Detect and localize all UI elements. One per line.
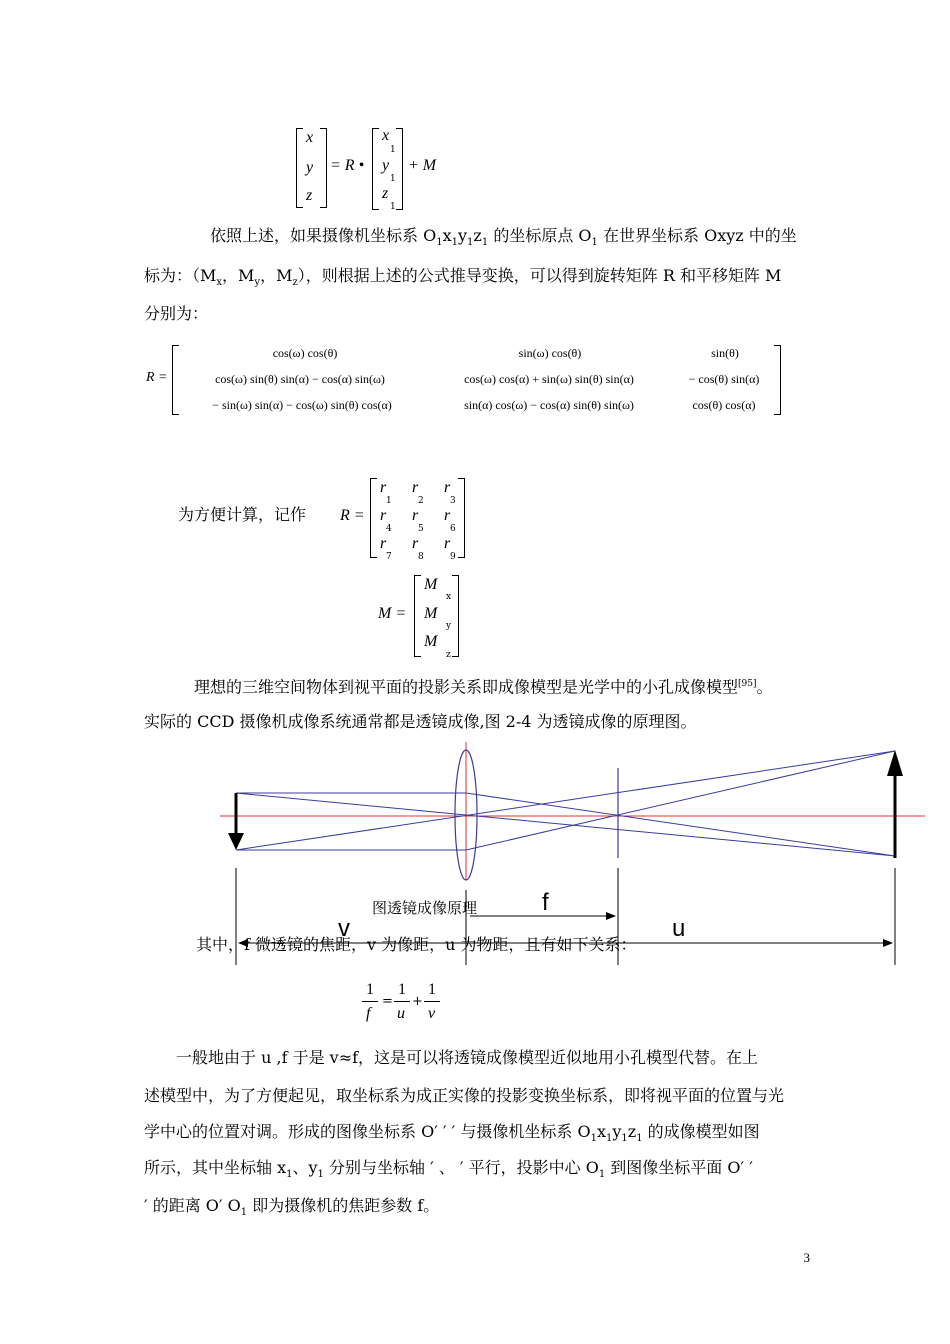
r-sub-7: 7	[386, 552, 392, 562]
vec1-y: y	[382, 157, 390, 174]
r22: cos(ω) cos(α) + sin(ω) sin(θ) sin(α)	[464, 372, 634, 386]
my: M	[424, 605, 438, 622]
uv-arrow-right	[883, 939, 893, 947]
label-f: f	[542, 889, 549, 916]
r-short-label: R =	[340, 507, 365, 524]
para4-line5: ′ 的距离 O′ $O_1$ 即为摄像机的焦距参数 f。	[144, 1196, 440, 1219]
frac3-den: v	[428, 1005, 436, 1022]
m-sub-y: y	[446, 621, 452, 631]
para4-line3: 学中心的位置对调。形成的图像坐标系 O′ ′ ′ 与摄像机坐标系 $O_1x_1y_1z_1$ 的成像模型如图	[144, 1122, 760, 1145]
m-sub-z: z	[446, 650, 451, 660]
para3: 其中，f 微透镜的焦距，v 为像距，u 为物距，且有如下关系：	[196, 935, 637, 954]
m-sub-x: x	[446, 592, 452, 602]
vec1-sub-3: 1	[390, 202, 396, 212]
r-sub-8: 8	[418, 552, 424, 562]
r4: r	[380, 507, 387, 524]
r7: r	[380, 535, 387, 552]
r-sub-6: 6	[450, 524, 456, 534]
para1-line3: 分别为：	[144, 304, 209, 323]
note-text: 为方便计算，记作	[178, 505, 307, 524]
lens-eq-sign: =	[382, 994, 393, 1009]
frac2-den: u	[397, 1005, 405, 1022]
para1-line2: 标为：（$M_x$，$M_y$，$M_z$），则根据上述的公式推导变换，可以得到旋转矩阵 R 和平移矩阵 M	[144, 266, 782, 289]
frac1-num: 1	[366, 981, 374, 998]
r-sub-9: 9	[450, 552, 456, 562]
r1: r	[380, 479, 387, 496]
r13: sin(θ)	[711, 346, 739, 360]
vec1-z: z	[382, 185, 389, 202]
eq1-plus-m: + M	[408, 157, 437, 174]
m-label: M =	[378, 605, 407, 622]
vec-y: y	[306, 159, 314, 176]
frac2-num: 1	[398, 981, 406, 998]
f-arrow-head	[606, 912, 616, 920]
r33: cos(θ) cos(α)	[692, 398, 756, 412]
r31: − sin(ω) sin(α) − cos(ω) sin(θ) cos(α)	[212, 398, 392, 412]
r-sub-3: 3	[450, 496, 456, 506]
para4-line1: 一般地由于 u ,f 于是 v≈f，这是可以将透镜成像模型近似地用小孔模型代替。在上	[176, 1048, 759, 1067]
r3: r	[444, 479, 451, 496]
r6: r	[444, 507, 451, 524]
mz: M	[424, 633, 438, 650]
rays	[236, 751, 895, 856]
r-sub-1: 1	[386, 496, 392, 506]
r-sub-2: 2	[418, 496, 424, 506]
r8: r	[412, 535, 419, 552]
rmatrix-label: R =	[146, 370, 168, 385]
vec1-x: x	[382, 127, 390, 144]
label-v: v	[338, 915, 350, 942]
eq1-mid: = R •	[330, 157, 365, 174]
image-arrow-head	[228, 833, 244, 850]
lens-eq-plus: +	[412, 994, 423, 1009]
r2: r	[412, 479, 419, 496]
para2-line2: 实际的 CCD 摄像机成像系统通常都是透镜成像,图 2-4 为透镜成像的原理图。	[144, 712, 697, 731]
figure-caption: 图透镜成像原理	[372, 899, 478, 917]
r23: − cos(θ) sin(α)	[688, 372, 760, 386]
r11: cos(ω) cos(θ)	[272, 346, 338, 360]
para2-line1: 理想的三维空间物体到视平面的投影关系即成像模型是光学中的小孔成像模型[95]。	[194, 677, 773, 697]
para4-line4: 所示，其中坐标轴 $x_1$、$y_1$ 分别与坐标轴 ′ 、 ′ 平行，投影中心 $O_1$ 到图像坐标平面 O′ ′	[144, 1158, 753, 1181]
para1-line1: 依照上述，如果摄像机坐标系 $O_1x_1y_1z_1$ 的坐标原点 $O_1$ 在世界坐标系 Oxyz 中的坐	[210, 226, 797, 249]
vec-z: z	[306, 187, 313, 204]
r-sub-4: 4	[386, 524, 392, 534]
r21: cos(ω) sin(θ) sin(α) − cos(α) sin(ω)	[215, 372, 385, 386]
frac3-num: 1	[428, 981, 436, 998]
r5: r	[412, 507, 419, 524]
r9: r	[444, 535, 451, 552]
vec-x: x	[306, 129, 314, 146]
r32: sin(α) cos(ω) − cos(α) sin(θ) sin(ω)	[464, 398, 634, 412]
r-sub-5: 5	[418, 524, 424, 534]
label-u: u	[672, 915, 686, 942]
object-arrow-head	[887, 750, 903, 776]
frac1-den: f	[366, 1005, 371, 1022]
vec1-sub-1: 1	[390, 145, 396, 155]
page-number: 3	[803, 1250, 810, 1265]
mx: M	[424, 576, 438, 593]
vec1-sub-2: 1	[390, 174, 396, 184]
para4-line2: 述模型中，为了方便起见，取坐标系为成正实像的投影变换坐标系，即将视平面的位置与光	[144, 1086, 785, 1105]
r12: sin(ω) cos(θ)	[518, 346, 582, 360]
